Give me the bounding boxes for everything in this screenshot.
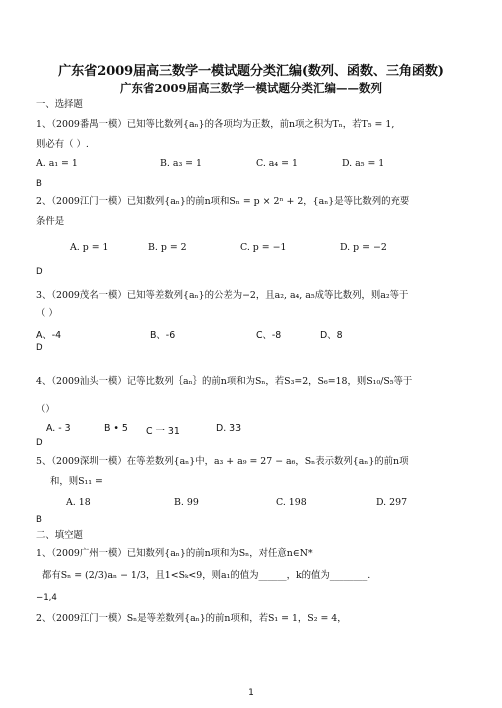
q1-answer: B	[36, 179, 42, 189]
q4-option-a: A. - 3	[46, 423, 71, 434]
f2-stem: 2、（2009江门一模）Sₙ是等差数列{aₙ}的前n项和，若S₁ = 1，S₂ = 4，	[36, 613, 347, 624]
q1-option-a: A. a₁ = 1	[36, 158, 78, 169]
q4-answer: D	[36, 438, 43, 448]
q2-option-b: B. p = 2	[148, 242, 187, 253]
q4-option-d: D. 33	[216, 423, 242, 434]
q3-option-a: A、-4	[36, 330, 62, 341]
q5-option-c: C. 198	[276, 497, 307, 508]
q2-stem-cont: 条件是	[36, 216, 65, 227]
q5-answer: B	[36, 515, 42, 525]
f1-answer: −1,4	[36, 593, 57, 603]
document-subtitle: 广东省2009届高三数学一模试题分类汇编——数列	[119, 81, 382, 95]
q1-option-d: D. a₅ = 1	[342, 158, 385, 169]
q4-option-c: C 一 31	[146, 426, 180, 437]
q5-option-b: B. 99	[174, 497, 199, 508]
f1-stem-cont: 都有Sₙ = (2/3)aₙ − 1/3，且1<Sₖ<9，则a₁的值为______，k的值为________.	[42, 570, 371, 581]
q5-stem-cont: 和，则S₁₁ =	[50, 476, 103, 487]
q3-stem-cont: （ ）	[36, 308, 58, 319]
q2-option-a: A. p = 1	[70, 242, 109, 253]
q5-option-d: D. 297	[376, 497, 408, 508]
q3-option-d: D、8	[320, 330, 343, 341]
q2-option-d: D. p = −2	[340, 242, 387, 253]
q3-stem: 3、（2009茂名一模）已知等差数列{aₙ}的公差为−2，且a₂, a₄, a₅成等比数列，则a₂等于	[36, 290, 409, 301]
q5-stem: 5、（2009深圳一模）在等差数列{aₙ}中，a₃ + a₉ = 27 − a₆，Sₙ表示数列{aₙ}的前n项	[36, 456, 409, 467]
q1-option-b: B. a₃ = 1	[160, 158, 202, 169]
q3-option-b: B、-6	[150, 330, 176, 341]
section-heading-fill: 二、填空题	[36, 530, 83, 541]
q3-option-c: C、-8	[256, 330, 282, 341]
q3-answer: D	[36, 343, 43, 353]
q2-answer: D	[36, 267, 43, 277]
section-heading-choice: 一、选择题	[36, 99, 83, 110]
q1-option-c: C. a₄ = 1	[256, 158, 298, 169]
q1-stem-cont: 则必有（ ）.	[36, 139, 89, 150]
q4-stem-cont: （）	[36, 404, 55, 415]
page-number: 1	[248, 688, 254, 698]
document-title: 广东省2009届高三数学一模试题分类汇编(数列、函数、三角函数)	[58, 64, 444, 79]
q4-option-b: B • 5	[104, 423, 128, 434]
q1-stem: 1、（2009番禺一模）已知等比数列{aₙ}的各项均为正数，前n项之积为Tₙ，若T₅ = 1,	[36, 119, 395, 130]
q2-option-c: C. p = −1	[240, 242, 287, 253]
q5-option-a: A. 18	[66, 497, 91, 508]
q2-stem: 2、（2009江门一模）已知数列{aₙ}的前n项和Sₙ = p × 2ⁿ + 2，{aₙ}是等比数列的充要	[36, 196, 410, 207]
q4-stem: 4、（2009汕头一模）记等比数列｛aₙ｝的前n项和为Sₙ，若S₃=2，S₆=18，则S₁₀/S₅等于	[36, 376, 413, 387]
f1-stem: 1、（2009广州一模）已知数列{aₙ}的前n项和为Sₙ，对任意n∈N*	[36, 548, 313, 559]
